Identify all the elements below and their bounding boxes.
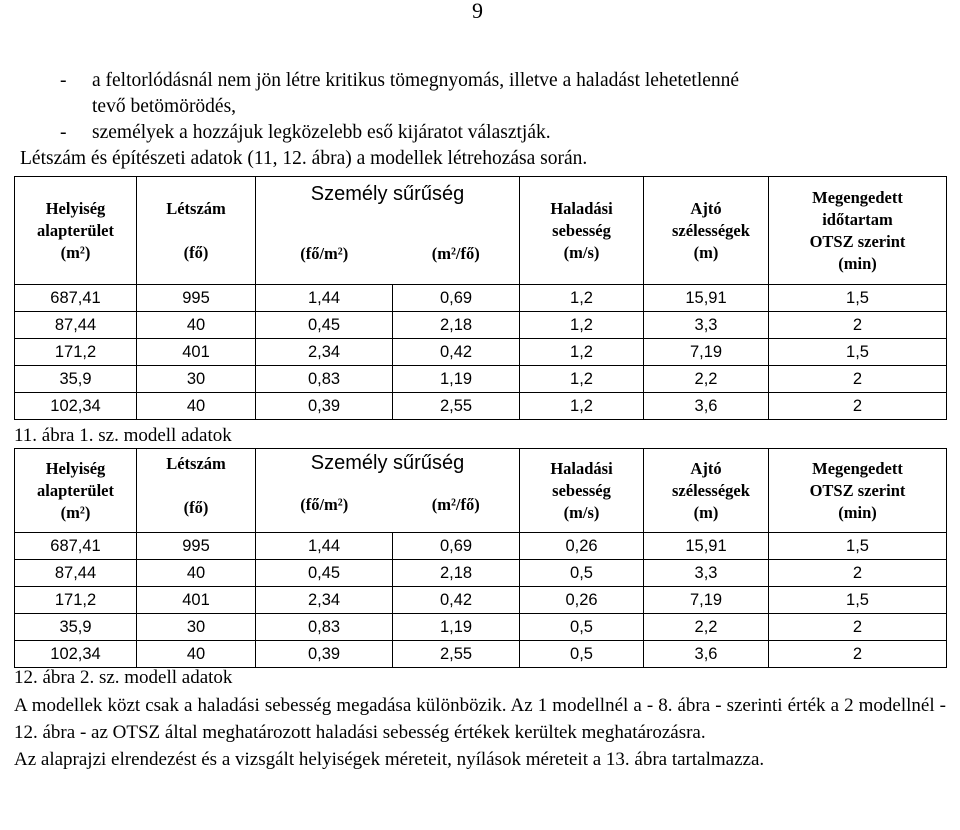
bullet-dash: - [60, 122, 67, 143]
model-2-data-table [14, 448, 947, 668]
table-row [15, 339, 947, 366]
table-cell: 1,2 [520, 393, 644, 420]
column-header: Megengedett OTSZ szerint (min) [769, 449, 947, 533]
table-cell: 1,5 [769, 339, 947, 366]
paragraph: A modellek közt csak a haladási sebesség megadása különbözik. Az 1 modellnél a - 8. ábra - szerinti érték a 2 modellnél - 12. ábra - az OTSZ által meghatározott haladási sebesség értékek kerültek meghatározásra. [14, 695, 946, 743]
table-cell: 995 [137, 285, 256, 312]
column-header: Haladási sebesség (m/s) [520, 177, 644, 285]
model-1-data-table [14, 176, 947, 420]
table-cell: 1,2 [520, 366, 644, 393]
table-cell: 2,55 [393, 393, 520, 420]
table-cell: 102,34 [15, 641, 137, 668]
table-cell: 1,19 [393, 366, 520, 393]
table-cell: 40 [137, 641, 256, 668]
column-header: Haladási sebesség (m/s) [520, 449, 644, 533]
table-cell: 35,9 [15, 614, 137, 641]
table-cell: 40 [137, 393, 256, 420]
table-cell: 2 [769, 641, 947, 668]
table-row [15, 533, 947, 560]
table-cell: 1,2 [520, 285, 644, 312]
table-cell: 0,39 [256, 641, 393, 668]
table-cell: 2,18 [393, 560, 520, 587]
table-cell: 3,6 [644, 641, 769, 668]
table-cell: 2 [769, 614, 947, 641]
column-header: Létszám (fő) [137, 177, 256, 285]
intro-line: Létszám és építészeti adatok (11, 12. ábra) a modellek létrehozása során. [20, 148, 588, 169]
table-cell: 0,26 [520, 587, 644, 614]
table-cell: 1,5 [769, 533, 947, 560]
table-cell: 3,6 [644, 393, 769, 420]
table-cell: 401 [137, 587, 256, 614]
column-header: Ajtó szélességek (m) [644, 177, 769, 285]
table-cell: 1,5 [769, 285, 947, 312]
table-row [15, 614, 947, 641]
bullet-text: a feltorlódásnál nem jön létre kritikus tömegnyomás, illetve a haladást lehetetlenné [92, 70, 740, 91]
table-header-row [15, 177, 947, 285]
table-row [15, 587, 947, 614]
column-header: Ajtó szélességek (m) [644, 449, 769, 533]
table-cell: 3,3 [644, 560, 769, 587]
table-cell: 171,2 [15, 339, 137, 366]
table-row [15, 312, 947, 339]
table-cell: 0,45 [256, 312, 393, 339]
page-number: 9 [472, 0, 483, 23]
table-cell: 0,42 [393, 339, 520, 366]
table-cell: 2,18 [393, 312, 520, 339]
table-cell: 87,44 [15, 560, 137, 587]
table-cell: 2,55 [393, 641, 520, 668]
table-cell: 0,5 [520, 560, 644, 587]
table-cell: 40 [137, 560, 256, 587]
column-header: Megengedett időtartam OTSZ szerint (min) [769, 177, 947, 285]
table-cell: 2,34 [256, 587, 393, 614]
table-row [15, 560, 947, 587]
group-header: Személy sűrűség (fő/m²) (m²/fő) [256, 177, 520, 285]
bullet-dash: - [60, 70, 67, 91]
table-cell: 2 [769, 560, 947, 587]
table-cell: 687,41 [15, 285, 137, 312]
table-cell: 35,9 [15, 366, 137, 393]
table-cell: 1,2 [520, 312, 644, 339]
table-cell: 687,41 [15, 533, 137, 560]
table-cell: 0,45 [256, 560, 393, 587]
table-cell: 0,26 [520, 533, 644, 560]
table-cell: 1,44 [256, 533, 393, 560]
figure-caption: 12. ábra 2. sz. modell adatok [14, 667, 233, 688]
table-cell: 0,5 [520, 614, 644, 641]
table-cell: 2 [769, 366, 947, 393]
table-row [15, 393, 947, 420]
table-cell: 2 [769, 393, 947, 420]
table-cell: 0,69 [393, 533, 520, 560]
table-cell: 0,83 [256, 614, 393, 641]
table-cell: 2,2 [644, 366, 769, 393]
table-cell: 401 [137, 339, 256, 366]
table-cell: 2,34 [256, 339, 393, 366]
table-cell: 0,83 [256, 366, 393, 393]
table-cell: 2 [769, 312, 947, 339]
bullet-text: személyek a hozzájuk legközelebb eső kijáratot választják. [92, 122, 551, 143]
table-cell: 30 [137, 614, 256, 641]
table-row [15, 366, 947, 393]
table-cell: 0,42 [393, 587, 520, 614]
paragraph: Az alaprajzi elrendezést és a vizsgált helyiségek méreteit, nyílások méreteit a 13. ábra tartalmazza. [14, 749, 765, 770]
table-cell: 0,5 [520, 641, 644, 668]
table-cell: 0,69 [393, 285, 520, 312]
table-cell: 2,2 [644, 614, 769, 641]
table-cell: 15,91 [644, 533, 769, 560]
column-header: Helyiség alapterület (m²) [15, 449, 137, 533]
table-cell: 102,34 [15, 393, 137, 420]
table-cell: 7,19 [644, 339, 769, 366]
table-cell: 1,44 [256, 285, 393, 312]
table-cell: 995 [137, 533, 256, 560]
table-cell: 30 [137, 366, 256, 393]
closing-paragraphs [14, 692, 946, 773]
table-cell: 15,91 [644, 285, 769, 312]
figure-caption: 11. ábra 1. sz. modell adatok [14, 425, 232, 446]
table-cell: 0,39 [256, 393, 393, 420]
column-header: Létszám (fő) [137, 449, 256, 533]
table-cell: 3,3 [644, 312, 769, 339]
table-cell: 40 [137, 312, 256, 339]
table-cell: 87,44 [15, 312, 137, 339]
column-header: Helyiség alapterület (m²) [15, 177, 137, 285]
table-cell: 1,2 [520, 339, 644, 366]
table-cell: 171,2 [15, 587, 137, 614]
table-cell: 7,19 [644, 587, 769, 614]
bullet-text-continuation: tevő betömörödés, [92, 96, 237, 117]
table-row [15, 285, 947, 312]
table-cell: 1,5 [769, 587, 947, 614]
group-header: Személy sűrűség (fő/m²) (m²/fő) [256, 449, 520, 533]
table-row [15, 641, 947, 668]
table-cell: 1,19 [393, 614, 520, 641]
table-header-row [15, 449, 947, 533]
